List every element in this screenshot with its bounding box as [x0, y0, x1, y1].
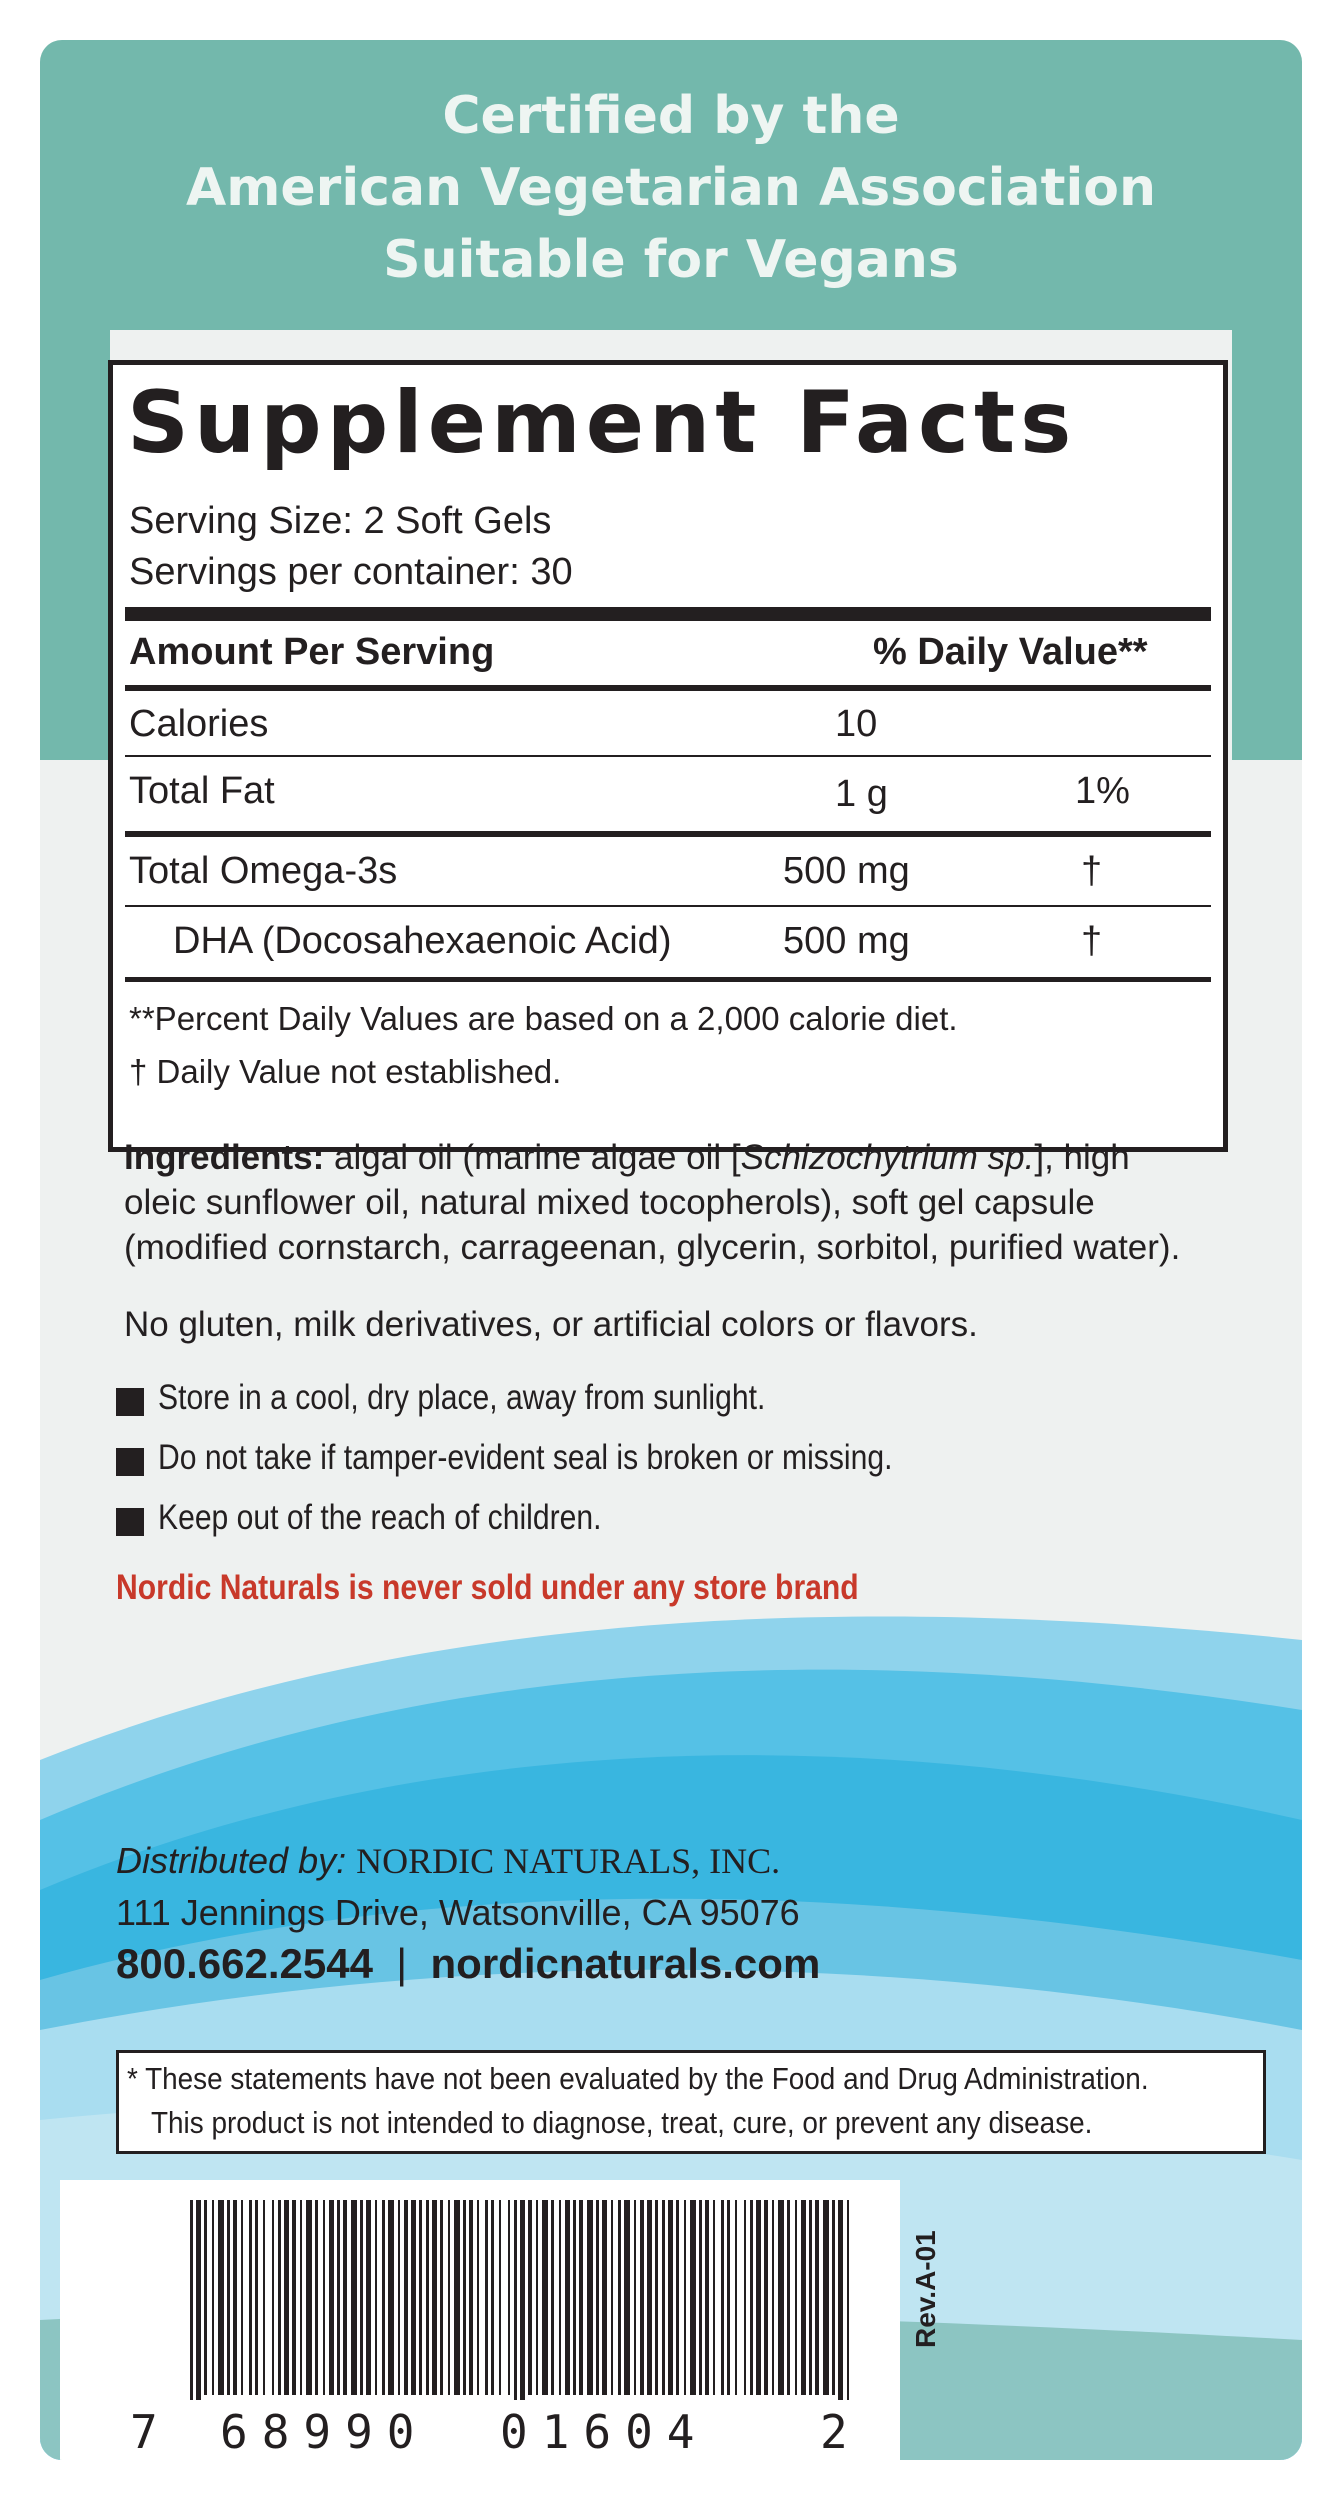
contact-separator: | [396, 1940, 408, 1987]
label-panel: Certified by the American Vegetarian Association Suitable for Vegans Supplement Facts Serving Size: 2 Soft Gels Servings per container: 30 Amount Per Serving % Daily Value** Calories 10 Total Fat 1 g 1% Total Omega-3s 500 mg † DHA (Docosahexaenoic Acid) 500 mg † **Percent Daily Values are based on a 2,000 calorie diet. † Daily Value not established. Ingredients: algal oil (marine algae oil [Schizochytrium sp.], high oleic sunflower oil, natural mixed tocopherols), soft gel capsule (modified cornstarch, carrageenan, glycerin, sorbitol, purified water). No gluten, milk derivatives, or artificial colors or flavors. Store in a cool, dry place, away from sunlight. Do not take if tamper-evident seal is broken or missing. Keep out of the reach of children. Nordic Naturals is never sold under any store brand Distributed by: NORDIC NATURALS, INC. 111 Jennings Drive, Watsonville, CA 95076 800.662.2544 | nordicnaturals.com * These statements have not been evaluated by the Food and Drug Administration. This product is not intended to diagnose, treat, cure, or prevent any disease. 7 68990 01604 2 Rev.A-01 [40, 40, 1302, 2460]
barcode-bar [233, 2200, 237, 2395]
barcode [60, 2180, 900, 2460]
ingredients-line-3: (modified cornstarch, carrageenan, glycerin, sorbitol, purified water). [124, 1228, 1181, 1267]
barcode-bar [432, 2200, 437, 2395]
barcode-bar [204, 2200, 207, 2395]
not-established-footnote: † Daily Value not established. [129, 1053, 562, 1090]
barcode-bar [440, 2200, 443, 2395]
fda-disclaimer [116, 2050, 1266, 2154]
barcode-bar [448, 2200, 450, 2395]
ingredients-block [124, 1135, 1302, 1270]
barcode-bar [634, 2200, 636, 2395]
barcode-bar [579, 2200, 583, 2395]
row-omega3-name: Total Omega-3s [129, 850, 398, 892]
barcode-bar [255, 2200, 258, 2395]
barcode-right-digits: 01604 [500, 2405, 709, 2459]
row-dha-dv: † [1081, 920, 1103, 962]
barcode-bar [249, 2200, 252, 2395]
row-total-fat-amount: 1 g [835, 773, 888, 815]
barcode-bar [618, 2200, 621, 2395]
barcode-bar [323, 2200, 325, 2395]
barcode-bar [542, 2200, 548, 2395]
barcode-bar [809, 2200, 812, 2395]
barcode-bar [485, 2200, 488, 2395]
barcode-bar [662, 2200, 665, 2395]
barcode-bar [508, 2200, 510, 2395]
distributor-label: Distributed by: [116, 1840, 347, 1881]
contact-line [116, 1940, 820, 1988]
barcode-bar [647, 2200, 652, 2395]
barcode-bar [565, 2200, 570, 2395]
row-omega3-dv: † [1081, 850, 1103, 892]
barcode-bar [787, 2200, 790, 2395]
barcode-bar [520, 2200, 525, 2400]
barcode-bar [847, 2200, 849, 2400]
barcode-bar [404, 2200, 408, 2395]
barcode-bar [351, 2200, 357, 2395]
barcode-bar [750, 2200, 753, 2395]
barcode-bar [640, 2200, 644, 2395]
supplement-facts-panel [108, 360, 1228, 1152]
barcode-bar [772, 2200, 774, 2395]
barcode-bar [727, 2200, 730, 2395]
barcode-bar [721, 2200, 724, 2395]
barcode-bar [559, 2200, 561, 2395]
medium-rule [125, 831, 1211, 837]
certification-line-2: American Vegetarian Association [185, 158, 1157, 218]
barcode-bar [398, 2200, 400, 2395]
barcode-bar [300, 2200, 302, 2395]
barcode-bar [587, 2200, 593, 2395]
barcode-bar [690, 2200, 696, 2395]
bullet-square-icon [116, 1448, 144, 1476]
barcode-bar [411, 2200, 416, 2395]
barcode-bar [315, 2200, 318, 2395]
barcode-bar [360, 2200, 363, 2395]
barcode-bar [491, 2200, 494, 2395]
distributor-address: 111 Jennings Drive, Watsonville, CA 95076 [116, 1892, 800, 1933]
barcode-bar [676, 2200, 679, 2395]
barcode-bar [744, 2200, 746, 2395]
barcode-bar [382, 2200, 385, 2395]
revision-code: Rev.A-01 [910, 2230, 941, 2348]
barcode-bar [284, 2200, 289, 2395]
barcode-bar [375, 2200, 377, 2395]
bullet-square-icon [116, 1508, 144, 1536]
barcode-bar [337, 2200, 340, 2395]
barcode-bar [263, 2200, 265, 2395]
barcode-check-digit: 2 [820, 2405, 848, 2459]
bullet-square-icon [116, 1388, 144, 1416]
ingredients-line-1: Ingredients: algal oil (marine algae oil [Schizochytrium sp.], high [124, 1138, 1130, 1177]
barcode-bar [477, 2200, 479, 2395]
ingredients-species: Schizochytrium sp. [740, 1138, 1035, 1177]
distributor-line [116, 1840, 780, 1882]
barcode-bar [668, 2200, 673, 2395]
barcode-bar [815, 2200, 819, 2395]
barcode-bar [278, 2200, 281, 2395]
row-calories-name: Calories [129, 703, 269, 745]
barcode-bar [366, 2200, 371, 2395]
barcode-bar [778, 2200, 784, 2395]
serving-size: Serving Size: 2 Soft Gels [129, 500, 552, 542]
barcode-bar [551, 2200, 554, 2395]
barcode-bar [596, 2200, 599, 2395]
barcode-left-digits: 68990 [220, 2405, 429, 2459]
ingredients-label: Ingredients: [124, 1138, 325, 1177]
free-from-statement: No gluten, milk derivatives, or artificial colors or flavors. [124, 1305, 978, 1344]
row-calories-amount: 10 [835, 703, 878, 745]
barcode-bar [756, 2200, 761, 2395]
barcode-bar [514, 2200, 517, 2400]
barcode-bar [573, 2200, 576, 2395]
disclaimer-line-2: This product is not intended to diagnose, treat, cure, or prevent any disease. [151, 2105, 1093, 2140]
teal-side-strip-left [40, 330, 110, 760]
website: nordicnaturals.com [430, 1940, 821, 1987]
barcode-bar [196, 2200, 201, 2400]
thick-rule [125, 607, 1211, 621]
barcode-bar [343, 2200, 347, 2395]
daily-value-header: % Daily Value** [873, 631, 1148, 673]
barcode-bar [611, 2200, 613, 2395]
barcode-bar [212, 2200, 214, 2395]
servings-per-container: Servings per container: 30 [129, 551, 573, 593]
barcode-bar [735, 2200, 737, 2395]
barcode-bar [388, 2200, 394, 2395]
barcode-bar [684, 2200, 686, 2395]
medium-rule [125, 977, 1211, 982]
barcode-bar [838, 2200, 843, 2400]
amount-per-serving-header: Amount Per Serving [129, 631, 495, 673]
barcode-bar [190, 2200, 193, 2400]
disclaimer-line-1: * These statements have not been evaluated by the Food and Drug Administration. [127, 2061, 1149, 2096]
barcode-bar [823, 2200, 829, 2395]
barcode-bar [795, 2200, 797, 2395]
teal-side-strip-right [1232, 330, 1302, 760]
certification-line-3: Suitable for Vegans [383, 230, 959, 290]
barcode-bar [454, 2200, 460, 2395]
barcode-bar [469, 2200, 473, 2395]
barcode-bar [705, 2200, 709, 2395]
barcode-bar [499, 2200, 501, 2395]
distributor-name: NORDIC NATURALS, INC. [356, 1841, 781, 1881]
ingredients-line-2: oleic sunflower oil, natural mixed tocopherols), soft gel capsule [124, 1183, 1095, 1222]
barcode-bar [536, 2200, 538, 2395]
barcode-bar [419, 2200, 422, 2395]
medium-rule [125, 685, 1211, 691]
barcode-bar [426, 2200, 429, 2395]
barcode-bar [699, 2200, 702, 2395]
row-dha-name: DHA (Docosahexaenoic Acid) [173, 920, 672, 962]
row-total-fat-dv: 1% [1075, 770, 1130, 812]
barcode-bar [463, 2200, 466, 2395]
barcode-bar [801, 2200, 806, 2395]
thin-rule [125, 905, 1211, 907]
barcode-bar [624, 2200, 630, 2395]
barcode-bar [306, 2200, 312, 2395]
thin-rule [125, 755, 1211, 757]
barcode-bar [528, 2200, 532, 2395]
daily-value-footnote: **Percent Daily Values are based on a 2,000 calorie diet. [129, 1000, 958, 1037]
barcode-bar [329, 2200, 334, 2395]
certification-line-1: Certified by the [442, 86, 900, 146]
barcode-bar [764, 2200, 768, 2395]
barcode-bar [241, 2200, 243, 2395]
barcode-bar [655, 2200, 658, 2395]
barcode-bar [713, 2200, 715, 2395]
barcode-bar [272, 2200, 274, 2395]
brand-note: Nordic Naturals is never sold under any store brand [116, 1568, 859, 1607]
barcode-bar [227, 2200, 230, 2395]
row-omega3-amount: 500 mg [783, 850, 910, 892]
barcode-bar [602, 2200, 607, 2395]
certification-text [40, 80, 1302, 296]
phone-number: 800.662.2544 [116, 1940, 373, 1987]
barcode-bar [832, 2200, 835, 2395]
row-dha-amount: 500 mg [783, 920, 910, 962]
supplement-facts-title: Supplement Facts [127, 373, 1077, 473]
barcode-lead-digit: 7 [130, 2405, 158, 2459]
barcode-bar [218, 2200, 224, 2395]
barcode-bar [292, 2200, 296, 2395]
barcode-bars [60, 2200, 900, 2400]
row-total-fat-name: Total Fat [129, 770, 275, 812]
